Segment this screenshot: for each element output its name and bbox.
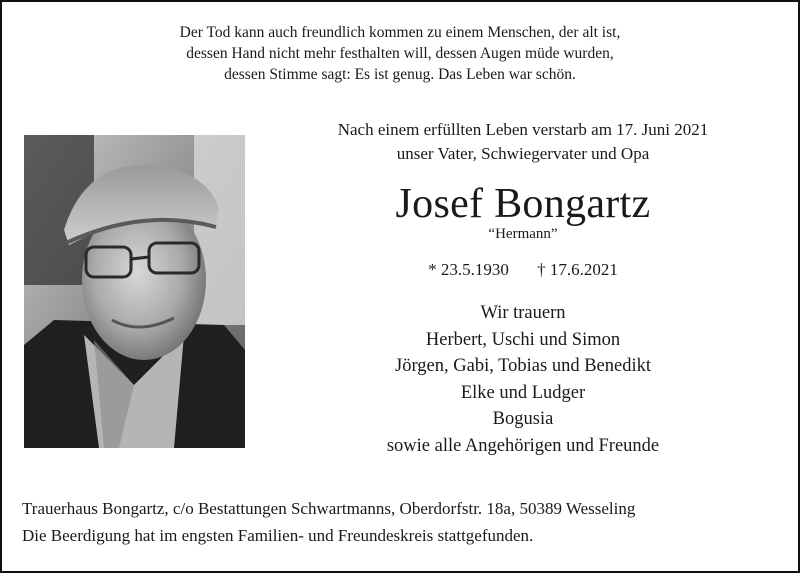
portrait-photo bbox=[24, 135, 245, 448]
poem-line: dessen Stimme sagt: Es ist genug. Das Leben war schön. bbox=[224, 66, 576, 83]
deceased-nickname: “Hermann” bbox=[488, 226, 558, 242]
mourners-line: Herbert, Uschi und Simon bbox=[425, 329, 621, 350]
intro-text bbox=[268, 118, 778, 166]
deceased-name: Josef Bongartz bbox=[395, 181, 651, 227]
footer bbox=[22, 495, 782, 549]
funeral-home-address: Trauerhaus Bongartz, c/o Bestattungen Schwartmanns, Oberdorfstr. 18a, 50389 Wesseling bbox=[22, 499, 636, 518]
poem-line: Der Tod kann auch freundlich kommen zu einem Menschen, der alt ist, bbox=[179, 24, 621, 41]
mourners-line: Wir trauern bbox=[480, 303, 566, 323]
mourners-line: Jörgen, Gabi, Tobias und Benedikt bbox=[395, 356, 651, 376]
life-dates bbox=[268, 258, 778, 282]
poem bbox=[60, 22, 740, 85]
intro-line: Nach einem erfüllten Leben verstarb am 17. Juni 2021 bbox=[337, 120, 709, 139]
intro-line: unser Vater, Schwiegervater und Opa bbox=[396, 144, 650, 163]
mourners-line: Bogusia bbox=[492, 409, 554, 429]
death-date: † 17.6.2021 bbox=[537, 260, 618, 279]
funeral-note: Die Beerdigung hat im engsten Familien- und Freundeskreis stattgefunden. bbox=[22, 526, 534, 545]
mourners-line: Elke und Ludger bbox=[460, 382, 586, 403]
birth-date: * 23.5.1930 bbox=[428, 260, 509, 279]
mourners-line: sowie alle Angehörigen und Freunde bbox=[386, 435, 660, 456]
mourners-list bbox=[268, 300, 778, 459]
poem-line: dessen Hand nicht mehr festhalten will, dessen Augen müde wurden, bbox=[186, 45, 614, 62]
portrait-illustration bbox=[24, 135, 245, 448]
